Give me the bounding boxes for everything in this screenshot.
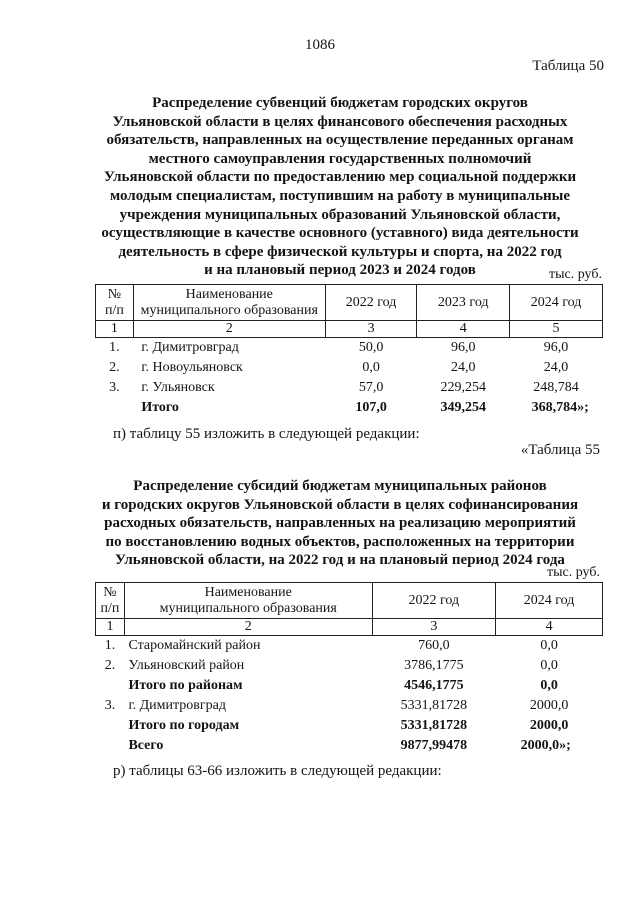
row-value-2022: 5331,81728 xyxy=(400,718,468,733)
title-line: учреждения муниципальных образований Ульяновской области, xyxy=(119,206,561,223)
table-header-row xyxy=(96,285,603,321)
header-2022: 2022 год xyxy=(372,583,496,619)
row-name: г. Ульяновск xyxy=(141,380,215,395)
column-number: 1 xyxy=(96,619,125,636)
row-value-2024: 0,0 xyxy=(540,658,558,673)
header-2023: 2023 год xyxy=(417,285,510,321)
row-value-2022: 50,0 xyxy=(358,340,384,355)
title-line: деятельность в сфере физической культуры и спорта, на 2022 год xyxy=(118,243,562,260)
table-row xyxy=(96,358,603,378)
column-number: 4 xyxy=(496,619,603,636)
column-number-row xyxy=(96,321,603,338)
row-value-2022: 5331,81728 xyxy=(400,698,468,713)
table-header-row xyxy=(96,583,603,619)
row-name: Всего xyxy=(128,738,164,753)
paragraph-p: п) таблицу 55 изложить в следующей редакции: xyxy=(113,426,420,442)
header-num: № п/п xyxy=(96,285,134,321)
title-line: осуществляющие в качестве основного (уставного) вида деятельности xyxy=(101,225,579,242)
header-name: Наименование муниципального образования xyxy=(124,583,372,619)
title-line: по восстановлению водных объектов, расположенных на территории xyxy=(105,533,575,550)
row-value-2024: 248,784 xyxy=(533,380,579,395)
title-line: Ульяновской области, на 2022 год и на плановый период 2024 года xyxy=(115,552,565,569)
table-55-unit: тыс. руб. xyxy=(547,565,600,580)
row-num xyxy=(96,398,134,418)
column-number: 4 xyxy=(417,321,510,338)
row-name: Ульяновский район xyxy=(128,658,245,673)
title-line: и городских округов Ульяновской области в целях софинансирования xyxy=(101,496,579,513)
table-55-title xyxy=(70,477,610,570)
column-number: 2 xyxy=(124,619,372,636)
paragraph-r: р) таблицы 63-66 изложить в следующей редакции: xyxy=(113,763,442,779)
row-num: 1. xyxy=(109,340,120,355)
table-50-title xyxy=(70,94,610,280)
title-line: и на плановый период 2023 и 2024 годов xyxy=(204,262,476,279)
row-value-2024: 0,0 xyxy=(540,638,558,653)
row-value-2024: 2000,0»; xyxy=(520,738,571,753)
row-value-2022: 9877,99478 xyxy=(400,738,468,753)
row-value-2023: 96,0 xyxy=(450,340,476,355)
table-row xyxy=(96,338,603,359)
header-name: Наименование муниципального образования xyxy=(133,285,325,321)
row-value-2024: 368,784»; xyxy=(531,400,589,415)
row-value-2024: 96,0 xyxy=(543,340,569,355)
table-row xyxy=(96,378,603,398)
row-value-2024: 2000,0 xyxy=(529,698,569,713)
column-number: 2 xyxy=(133,321,325,338)
table-50 xyxy=(95,284,603,418)
row-value-2022: 3786,1775 xyxy=(404,658,464,673)
header-2024: 2024 год xyxy=(510,285,603,321)
header-2022: 2022 год xyxy=(325,285,417,321)
row-value-2024: 2000,0 xyxy=(529,718,569,733)
title-line: расходных обязательств, направленных на реализацию мероприятий xyxy=(104,515,576,532)
table-total-row xyxy=(96,398,603,418)
header-num: № п/п xyxy=(96,583,125,619)
table-subtotal-row xyxy=(96,676,603,696)
title-line: Ульяновской области в целях финансового обеспечения расходных xyxy=(112,113,568,130)
row-value-2022: 107,0 xyxy=(355,400,387,415)
title-line: Ульяновской области по предоставлению мер социальной поддержки xyxy=(103,169,577,186)
row-num: 2. xyxy=(109,360,120,375)
row-value-2022: 760,0 xyxy=(418,638,450,653)
column-number: 1 xyxy=(96,321,134,338)
row-num: 1. xyxy=(104,638,116,653)
title-line: местного самоуправления государственных полномочий xyxy=(148,150,532,167)
row-num xyxy=(96,736,125,756)
column-number: 3 xyxy=(325,321,417,338)
row-value-2023: 229,254 xyxy=(440,380,486,395)
table-total-row xyxy=(96,736,603,756)
title-line: Распределение субвенций бюджетам городских округов xyxy=(152,95,528,111)
row-name: Старомайнский район xyxy=(128,638,261,653)
table-row xyxy=(96,656,603,676)
table-row xyxy=(96,636,603,657)
page-number: 1086 xyxy=(305,37,335,53)
table-55-label: «Таблица 55 xyxy=(520,442,600,458)
row-num xyxy=(96,716,125,736)
row-num: 3. xyxy=(104,698,116,713)
row-value-2022: 57,0 xyxy=(358,380,384,395)
row-value-2022: 4546,1775 xyxy=(404,678,464,693)
row-value-2024: 0,0 xyxy=(540,678,558,693)
row-name: Итого по районам xyxy=(128,678,243,693)
row-value-2023: 349,254 xyxy=(440,400,486,415)
title-line: Распределение субсидий бюджетам муниципальных районов xyxy=(133,478,547,494)
table-55 xyxy=(95,582,603,756)
row-num: 2. xyxy=(104,658,116,673)
table-50-label: Таблица 50 xyxy=(532,58,604,74)
title-line: обязательств, направленных на осуществление переданных органам xyxy=(106,132,574,149)
row-name: Итого xyxy=(141,400,179,415)
row-num: 3. xyxy=(109,380,120,395)
row-value-2023: 24,0 xyxy=(450,360,476,375)
table-subtotal-row xyxy=(96,716,603,736)
row-num xyxy=(96,676,125,696)
column-number: 5 xyxy=(510,321,603,338)
column-number-row xyxy=(96,619,603,636)
row-value-2022: 0,0 xyxy=(362,360,380,375)
column-number: 3 xyxy=(372,619,496,636)
row-name: г. Димитровград xyxy=(141,340,239,355)
row-name: г. Новоульяновск xyxy=(141,360,243,375)
row-name: Итого по городам xyxy=(128,718,240,733)
row-value-2024: 24,0 xyxy=(543,360,569,375)
row-name: г. Димитровград xyxy=(128,698,226,713)
header-2024: 2024 год xyxy=(496,583,603,619)
title-line: молодым специалистам, поступившим на работу в муниципальные xyxy=(109,187,571,204)
table-row xyxy=(96,696,603,716)
table-50-unit: тыс. руб. xyxy=(549,267,602,282)
